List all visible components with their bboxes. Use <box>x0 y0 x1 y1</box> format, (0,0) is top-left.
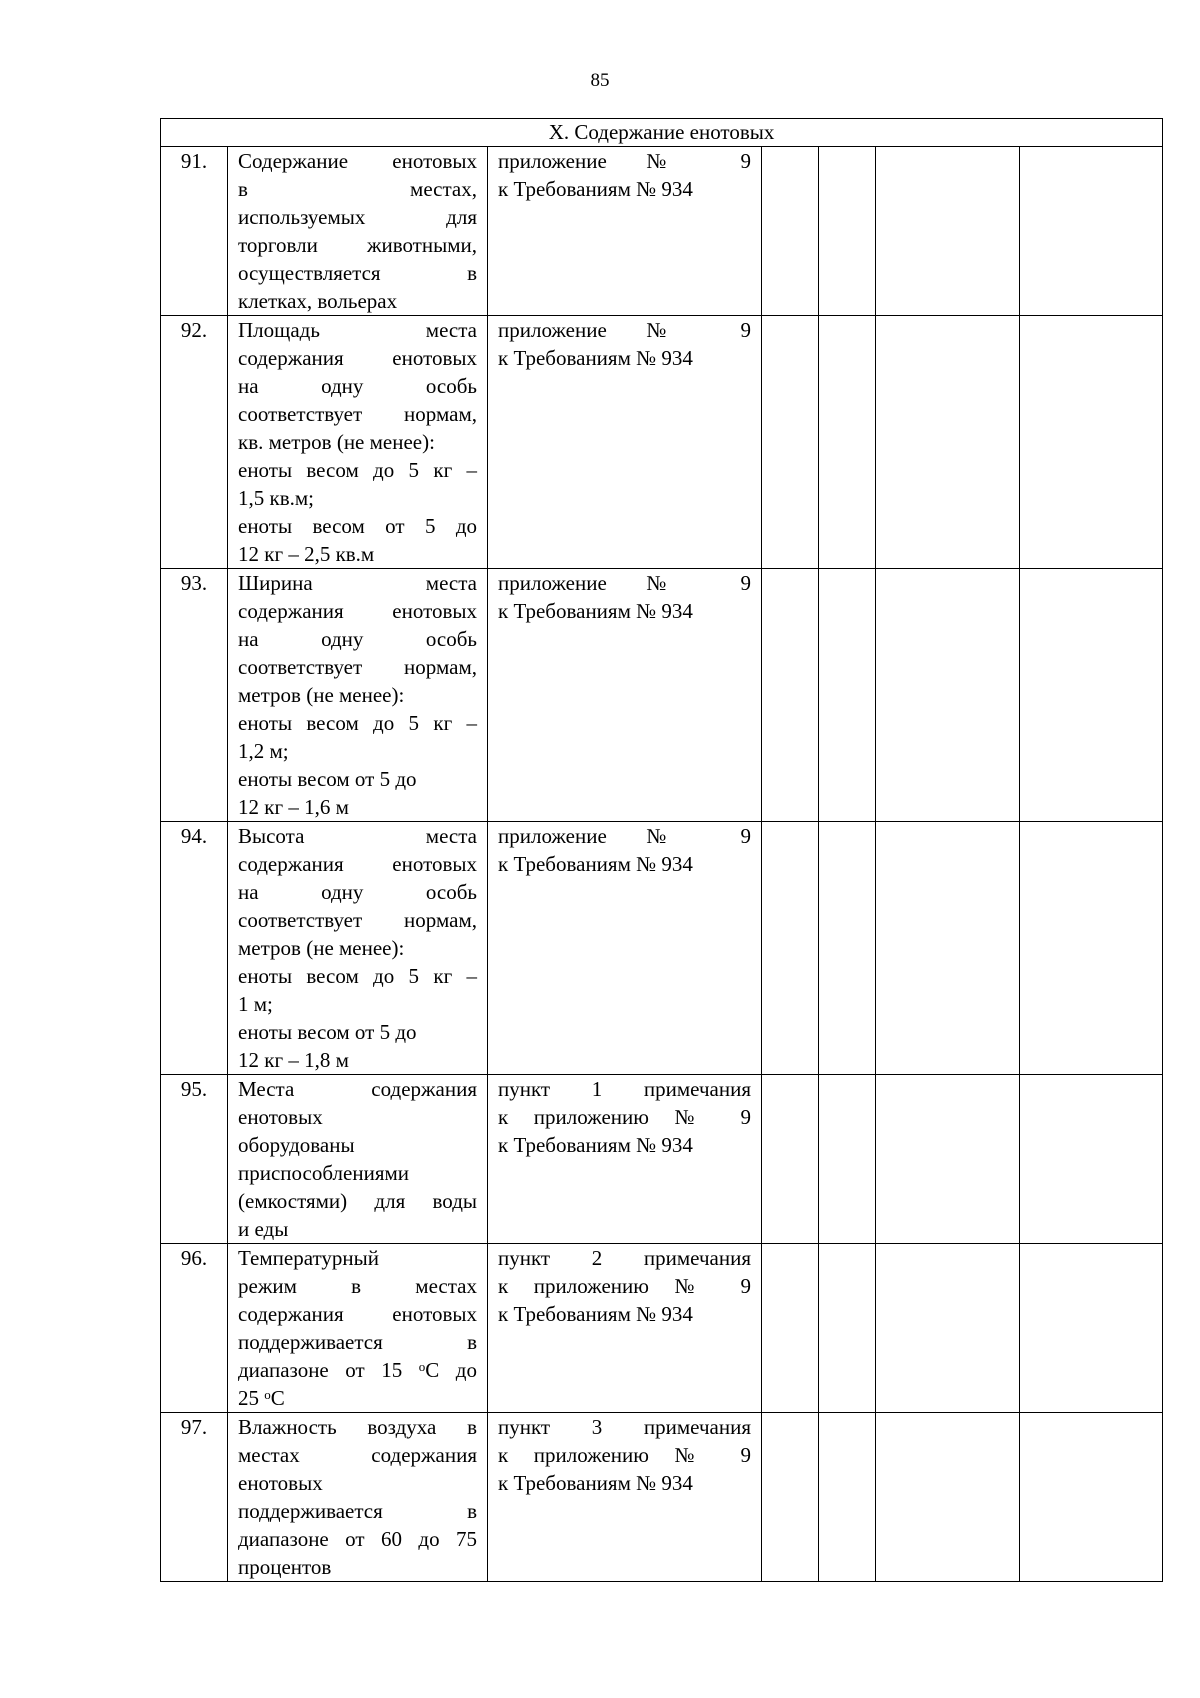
answer-no-cell <box>819 1075 876 1244</box>
row-number: 94. <box>161 822 228 1075</box>
requirement-line <box>238 231 477 259</box>
requirement-text: 1,2 м; <box>238 739 289 763</box>
requirement-line <box>238 737 477 765</box>
section-header-row <box>161 119 1163 147</box>
requirement-cell <box>228 1244 488 1413</box>
requirement-text: и еды <box>238 1217 289 1241</box>
requirement-line <box>238 316 477 344</box>
reference-line <box>498 850 751 878</box>
reference-text: к приложению № 9 <box>498 1274 751 1298</box>
reference-text: к Требованиям № 934 <box>498 1471 693 1495</box>
reference-line <box>498 1075 751 1103</box>
answer-na-cell <box>876 569 1020 822</box>
requirement-text: енотовых <box>238 1471 323 1495</box>
requirement-line <box>238 653 477 681</box>
table-row <box>161 822 1163 1075</box>
comment-cell <box>1020 1075 1163 1244</box>
row-number: 97. <box>161 1413 228 1582</box>
requirement-line <box>238 1384 477 1412</box>
requirement-cell <box>228 1413 488 1582</box>
requirement-text: еноты весом от 5 до <box>238 767 417 791</box>
reference-line <box>498 1300 751 1328</box>
reference-cell <box>488 1244 762 1413</box>
requirement-line <box>238 625 477 653</box>
requirement-line <box>238 512 477 540</box>
table-row <box>161 316 1163 569</box>
requirement-text: Содержание енотовых <box>238 149 477 173</box>
requirement-text: поддерживается в <box>238 1330 477 1354</box>
requirement-line <box>238 1441 477 1469</box>
reference-cell <box>488 569 762 822</box>
answer-na-cell <box>876 1075 1020 1244</box>
row-number: 95. <box>161 1075 228 1244</box>
requirement-text: 12 кг – 2,5 кв.м <box>238 542 375 566</box>
requirement-text: местах содержания <box>238 1443 477 1467</box>
reference-line <box>498 1469 751 1497</box>
requirement-cell <box>228 147 488 316</box>
requirement-text: Влажность воздуха в <box>238 1415 477 1439</box>
answer-yes-cell <box>762 569 819 822</box>
requirement-line <box>238 962 477 990</box>
reference-line <box>498 175 751 203</box>
reference-cell <box>488 1075 762 1244</box>
answer-no-cell <box>819 569 876 822</box>
requirement-text: на одну особь <box>238 627 477 651</box>
answer-na-cell <box>876 1244 1020 1413</box>
page-number: 85 <box>590 70 610 91</box>
reference-text: пункт 2 примечания <box>498 1246 751 1270</box>
requirement-line <box>238 1300 477 1328</box>
reference-line <box>498 1131 751 1159</box>
requirement-text: содержания енотовых <box>238 1302 477 1326</box>
reference-text: к Требованиям № 934 <box>498 852 693 876</box>
requirement-text: еноты весом от 5 до <box>238 1020 417 1044</box>
requirement-line <box>238 878 477 906</box>
comment-cell <box>1020 569 1163 822</box>
comment-cell <box>1020 316 1163 569</box>
requirement-line <box>238 372 477 400</box>
requirement-line <box>238 709 477 737</box>
requirement-text: содержания енотовых <box>238 346 477 370</box>
reference-cell <box>488 147 762 316</box>
comment-cell <box>1020 1244 1163 1413</box>
requirement-text: клетках, вольерах <box>238 289 398 313</box>
table-body <box>161 119 1163 1582</box>
requirement-text: Ширина места <box>238 571 477 595</box>
requirement-line <box>238 1525 477 1553</box>
requirement-text: метров (не менее): <box>238 683 405 707</box>
reference-text: к приложению № 9 <box>498 1105 751 1129</box>
requirement-line <box>238 822 477 850</box>
requirement-text: метров (не менее): <box>238 936 405 960</box>
requirement-line <box>238 428 477 456</box>
reference-text: к Требованиям № 934 <box>498 346 693 370</box>
requirement-text: осуществляется в <box>238 261 477 285</box>
answer-no-cell <box>819 316 876 569</box>
requirement-text: Высота места <box>238 824 477 848</box>
answer-yes-cell <box>762 1244 819 1413</box>
reference-text: приложение № 9 <box>498 318 751 342</box>
requirement-text: поддерживается в <box>238 1499 477 1523</box>
reference-line <box>498 1244 751 1272</box>
requirement-text: 1 м; <box>238 992 273 1016</box>
table-row <box>161 1413 1163 1582</box>
requirement-line <box>238 765 477 793</box>
requirement-line <box>238 147 477 175</box>
requirement-text: соответствует нормам, <box>238 908 477 932</box>
requirement-line <box>238 400 477 428</box>
reference-text: приложение № 9 <box>498 571 751 595</box>
row-number: 91. <box>161 147 228 316</box>
reference-text: к Требованиям № 934 <box>498 1302 693 1326</box>
requirement-line <box>238 569 477 597</box>
requirement-line <box>238 484 477 512</box>
requirement-line <box>238 934 477 962</box>
requirement-line <box>238 1159 477 1187</box>
requirement-line <box>238 1356 477 1384</box>
comment-cell <box>1020 147 1163 316</box>
requirement-text: еноты весом до 5 кг – <box>238 711 477 735</box>
requirement-line <box>238 906 477 934</box>
reference-line <box>498 1272 751 1300</box>
reference-cell <box>488 1413 762 1582</box>
reference-text: приложение № 9 <box>498 824 751 848</box>
answer-na-cell <box>876 822 1020 1075</box>
requirement-line <box>238 850 477 878</box>
requirement-text: приспособлениями <box>238 1161 410 1185</box>
reference-text: к приложению № 9 <box>498 1443 751 1467</box>
requirement-line <box>238 1215 477 1243</box>
requirement-text: С <box>270 1386 285 1410</box>
requirement-text: 12 кг – 1,6 м <box>238 795 349 819</box>
reference-text: к Требованиям № 934 <box>498 1133 693 1157</box>
requirement-line <box>238 1272 477 1300</box>
requirement-line <box>238 1413 477 1441</box>
requirement-text: на одну особь <box>238 374 477 398</box>
answer-yes-cell <box>762 316 819 569</box>
reference-cell <box>488 822 762 1075</box>
requirement-text: 1,5 кв.м; <box>238 486 314 510</box>
reference-line <box>498 822 751 850</box>
requirement-line <box>238 175 477 203</box>
comment-cell <box>1020 822 1163 1075</box>
requirement-text: режим в местах <box>238 1274 477 1298</box>
requirement-cell <box>228 1075 488 1244</box>
requirement-text: содержания енотовых <box>238 852 477 876</box>
requirement-line <box>238 1075 477 1103</box>
requirement-text: диапазоне от 15 <box>238 1358 419 1382</box>
requirement-line <box>238 1046 477 1074</box>
requirement-text: Места содержания <box>238 1077 477 1101</box>
reference-line <box>498 1413 751 1441</box>
requirement-text: используемых для <box>238 205 477 229</box>
table-row <box>161 1075 1163 1244</box>
degree-mark: о <box>264 1387 271 1402</box>
requirement-text: кв. метров (не менее): <box>238 430 435 454</box>
reference-line <box>498 1103 751 1131</box>
requirement-line <box>238 1553 477 1581</box>
requirement-line <box>238 1328 477 1356</box>
requirement-text: 12 кг – 1,8 м <box>238 1048 349 1072</box>
answer-yes-cell <box>762 1075 819 1244</box>
row-number: 96. <box>161 1244 228 1413</box>
answer-na-cell <box>876 1413 1020 1582</box>
answer-yes-cell <box>762 147 819 316</box>
requirement-text: енотовых <box>238 1105 323 1129</box>
requirement-text: в местах, <box>238 177 477 201</box>
requirement-line <box>238 1469 477 1497</box>
reference-line <box>498 597 751 625</box>
requirement-line <box>238 597 477 625</box>
requirement-line <box>238 681 477 709</box>
reference-text: пункт 3 примечания <box>498 1415 751 1439</box>
reference-text: приложение № 9 <box>498 149 751 173</box>
requirement-line <box>238 1018 477 1046</box>
requirement-text: оборудованы <box>238 1133 355 1157</box>
requirement-text: 25 <box>238 1386 265 1410</box>
requirement-text: соответствует нормам, <box>238 402 477 426</box>
answer-yes-cell <box>762 822 819 1075</box>
reference-text: пункт 1 примечания <box>498 1077 751 1101</box>
reference-text: к Требованиям № 934 <box>498 599 693 623</box>
reference-line <box>498 344 751 372</box>
requirement-line <box>238 1103 477 1131</box>
requirement-line <box>238 259 477 287</box>
requirement-line <box>238 990 477 1018</box>
reference-text: к Требованиям № 934 <box>498 177 693 201</box>
reference-line <box>498 1441 751 1469</box>
answer-no-cell <box>819 1413 876 1582</box>
answer-no-cell <box>819 147 876 316</box>
reference-line <box>498 569 751 597</box>
comment-cell <box>1020 1413 1163 1582</box>
requirement-line <box>238 1244 477 1272</box>
checklist-table <box>160 118 1163 1582</box>
requirement-line <box>238 203 477 231</box>
requirement-line <box>238 540 477 568</box>
requirement-line <box>238 1187 477 1215</box>
answer-no-cell <box>819 822 876 1075</box>
requirement-line <box>238 1497 477 1525</box>
degree-mark: о <box>418 1359 426 1374</box>
requirement-text: процентов <box>238 1555 332 1579</box>
requirement-text: еноты весом до 5 кг – <box>238 458 477 482</box>
reference-line <box>498 316 751 344</box>
reference-line <box>498 147 751 175</box>
requirement-text: Температурный <box>238 1246 379 1270</box>
section-title: X. Содержание енотовых <box>161 119 1163 147</box>
requirement-text: содержания енотовых <box>238 599 477 623</box>
requirement-text: на одну особь <box>238 880 477 904</box>
requirement-cell <box>228 316 488 569</box>
requirement-line <box>238 793 477 821</box>
requirement-text: еноты весом от 5 до <box>238 514 477 538</box>
requirement-cell <box>228 569 488 822</box>
requirement-text: Площадь места <box>238 318 477 342</box>
requirement-text: (емкостями) для воды <box>238 1189 477 1213</box>
reference-cell <box>488 316 762 569</box>
requirement-line <box>238 1131 477 1159</box>
requirement-line <box>238 344 477 372</box>
row-number: 92. <box>161 316 228 569</box>
requirement-cell <box>228 822 488 1075</box>
table-row <box>161 569 1163 822</box>
requirement-text: еноты весом до 5 кг – <box>238 964 477 988</box>
requirement-line <box>238 456 477 484</box>
row-number: 93. <box>161 569 228 822</box>
answer-na-cell <box>876 147 1020 316</box>
requirement-text: соответствует нормам, <box>238 655 477 679</box>
answer-na-cell <box>876 316 1020 569</box>
table-row <box>161 147 1163 316</box>
answer-no-cell <box>819 1244 876 1413</box>
requirement-text: диапазоне от 60 до 75 <box>238 1527 477 1551</box>
table-row <box>161 1244 1163 1413</box>
requirement-text: торговли животными, <box>238 233 477 257</box>
requirement-line <box>238 287 477 315</box>
requirement-text: С до <box>425 1358 477 1382</box>
answer-yes-cell <box>762 1413 819 1582</box>
